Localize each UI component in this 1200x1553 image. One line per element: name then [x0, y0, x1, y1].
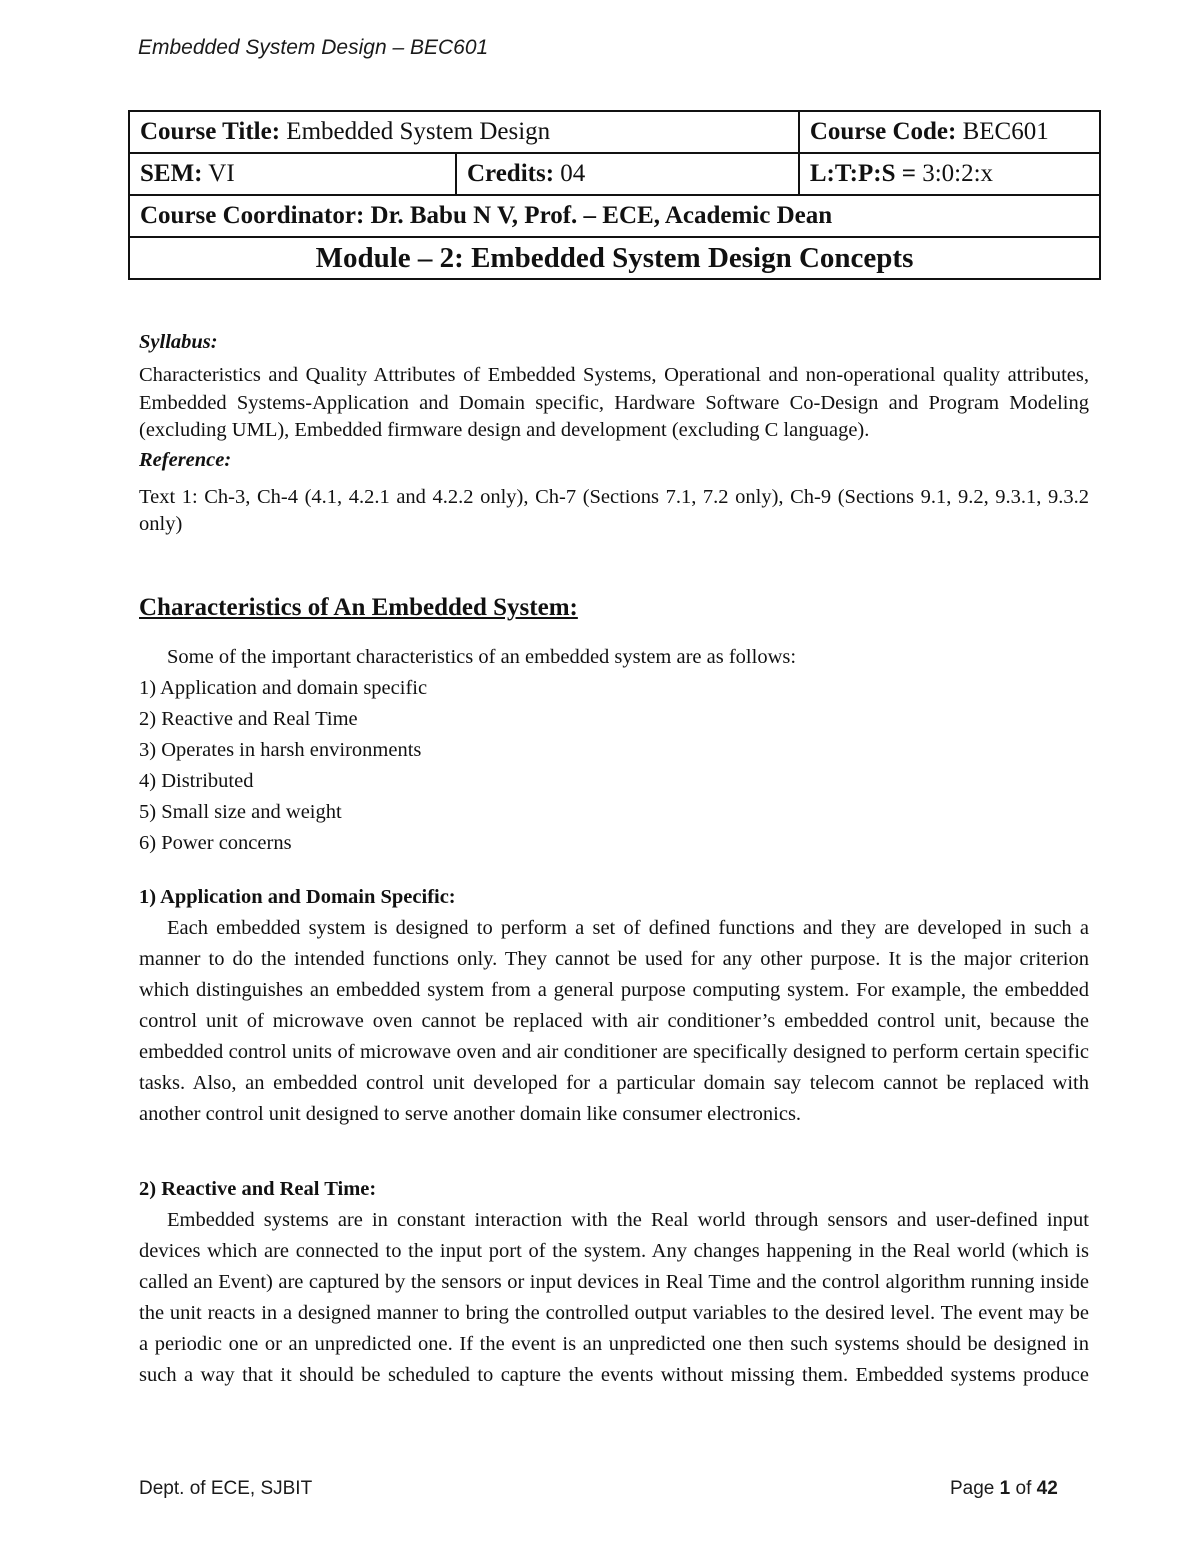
course-code-value: BEC601 — [956, 118, 1049, 145]
ltps-label: L:T:P:S = — [809, 160, 916, 187]
ltps-cell — [799, 153, 1100, 195]
credits-cell — [456, 153, 799, 195]
list-item: 6) Power concerns — [139, 832, 292, 854]
sem-cell — [129, 153, 456, 195]
course-title-label: Course Title: — [140, 118, 281, 145]
credits-label: Credits: — [467, 160, 555, 187]
ltps-value: 3:0:2:x — [915, 160, 994, 187]
footer-page-number — [950, 1478, 1058, 1500]
module-row — [129, 237, 1100, 279]
running-header: Embedded System Design – BEC601 — [138, 36, 489, 59]
reference-text: Text 1: Ch-3, Ch-4 (4.1, 4.2.1 and 4.2.2 only), Ch-7 (Sections 7.1, 7.2 only), Ch-9 (Sections 9.1, 9.2, 9.3.1, 9.3.2 only) — [139, 485, 1089, 535]
section2-heading: 2) Reactive and Real Time: — [139, 1178, 377, 1200]
list-item: 1) Application and domain specific — [139, 677, 428, 699]
section2-block — [139, 1174, 1089, 1391]
course-code-label: Course Code: — [809, 118, 957, 145]
module-title: Module – 2: Embedded System Design Concepts — [129, 237, 1100, 279]
syllabus-label: Syllabus: — [139, 331, 218, 353]
section1-heading: 1) Application and Domain Specific: — [139, 886, 456, 908]
syllabus-text: Characteristics and Quality Attributes of Embedded Systems, Operational and non-operational quality attributes, Embedded Systems-Application and Domain specific, Hardware Software Co-Design and Program Modeling (excluding UML), Embedded firmware design and development (excluding C language). — [139, 364, 1089, 441]
page-total: 42 — [1036, 1478, 1058, 1499]
sem-label: SEM: — [140, 160, 203, 187]
page-prefix: Page — [950, 1478, 1000, 1499]
section1-text: Each embedded system is designed to perform a set of defined functions and they are developed in such a manner to do the intended functions only. They cannot be used for any other purpose. It is the major criterion which distinguishes an embedded system from a general purpose computing system. For example, the embedded control unit of microwave oven cannot be replaced with air conditioner’s embedded control unit, because the embedded control units of microwave oven and air conditioner are specifically designed to perform certain specific tasks. Also, an embedded control unit developed for a particular domain say telecom cannot be replaced with another control unit designed to serve another domain like consumer electronics. — [139, 917, 1089, 1125]
footer-dept: Dept. of ECE, SJBIT — [139, 1478, 313, 1499]
characteristics-list-block — [139, 642, 1089, 859]
list-item: 2) Reactive and Real Time — [139, 708, 358, 730]
reference-label: Reference: — [139, 448, 232, 471]
syllabus-block — [139, 327, 1089, 539]
section2-text: Embedded systems are in constant interaction with the Real world through sensors and user-defined input devices which are connected to the input port of the system. Any changes happening in the Real world (which is called an Event) are captured by the sensors or input devices in Real Time and the control algorithm running inside the unit reacts in a designed manner to bring the controlled output variables to the desired level. The event may be a periodic one or an unpredicted one. If the event is an unpredicted one then such systems should be designed in such a way that it should be scheduled to capture the events without missing them. Embedded systems produce — [139, 1209, 1089, 1386]
sem-value: VI — [202, 160, 235, 187]
course-title-cell — [129, 111, 799, 153]
course-sem-row — [129, 153, 1100, 195]
coordinator-cell: Course Coordinator: Dr. Babu N V, Prof. – ECE, Academic Dean — [129, 195, 1100, 237]
list-item: 5) Small size and weight — [139, 801, 342, 823]
course-title-row — [129, 111, 1100, 153]
course-info-table — [128, 110, 1101, 280]
course-title-value: Embedded System Design — [280, 118, 551, 145]
page-current: 1 — [999, 1478, 1011, 1499]
credits-value: 04 — [554, 160, 586, 187]
course-code-cell — [799, 111, 1100, 153]
section1-block — [139, 882, 1089, 1130]
characteristics-intro: Some of the important characteristics of an embedded system are as follows: — [167, 646, 797, 668]
page-of: of — [1010, 1478, 1037, 1499]
list-item: 3) Operates in harsh environments — [139, 739, 422, 761]
coordinator-row — [129, 195, 1100, 237]
list-item: 4) Distributed — [139, 770, 254, 792]
characteristics-heading: Characteristics of An Embedded System: — [139, 594, 578, 621]
